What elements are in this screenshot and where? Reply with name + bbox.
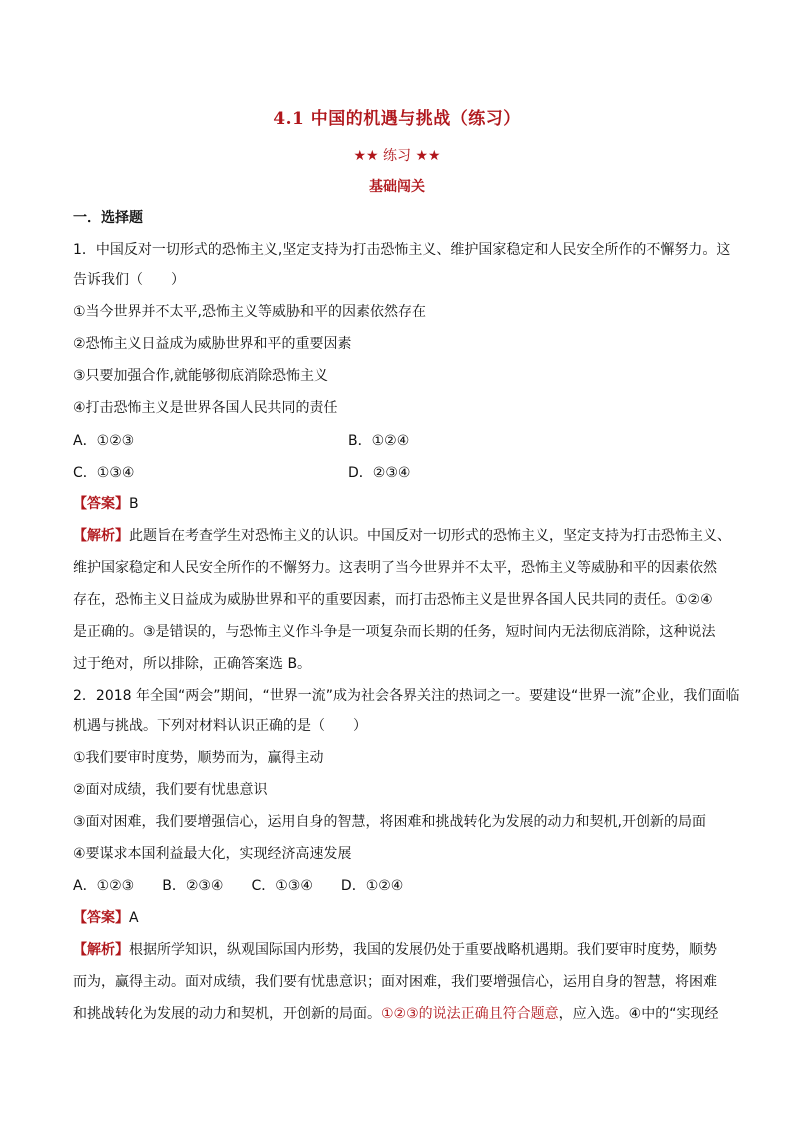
q1-answer xyxy=(73,494,139,514)
q1-stem-line1: 1．中国反对一切形式的恐怖主义,坚定支持为打击恐怖主义、维护国家稳定和人民安全所作的不懈努力。这 xyxy=(73,242,731,258)
q2-highlight: ①②③的说法正确且符合题意 xyxy=(381,1006,559,1022)
q2-analysis-label: 【解析】 xyxy=(73,942,129,958)
q2-analysis-line3: 和挑战转化为发展的动力和契机，开创新的局面。①②③的说法正确且符合题意，应入选。④中的“实现经 xyxy=(73,1006,719,1022)
q1-analysis-line3: 存在，恐怖主义日益成为威胁世界和平的重要因素，而打击恐怖主义是世界各国人民共同的责任。①②④ xyxy=(73,592,713,608)
q1-item-2: ②恐怖主义日益成为威胁世界和平的重要因素 xyxy=(73,336,352,352)
q2-item-4: ④要谋求本国利益最大化，实现经济高速发展 xyxy=(73,846,352,862)
q1-answer-label: 【答案】 xyxy=(73,496,129,512)
page-title: 4.1 中国的机遇与挑战（练习） xyxy=(273,109,521,129)
q1-option-d: D．②③④ xyxy=(348,465,411,481)
q1-analysis-line5: 过于绝对，所以排除，正确答案选 B。 xyxy=(73,656,312,672)
section-heading: 基础闯关 xyxy=(369,179,425,195)
q1-answer-value: B xyxy=(129,496,139,512)
q2-options: A．①②③ B．②③④ C．①③④ D．①②④ xyxy=(73,878,404,894)
q1-item-4: ④打击恐怖主义是世界各国人民共同的责任 xyxy=(73,400,338,416)
q1-item-3: ③只要加强合作,就能够彻底消除恐怖主义 xyxy=(73,368,328,384)
q2-answer-label: 【答案】 xyxy=(73,910,129,926)
q2-answer xyxy=(73,908,139,928)
q1-analysis-label: 【解析】 xyxy=(73,528,129,544)
q2-stem-line2: 机遇与挑战。下列对材料认识正确的是（ ） xyxy=(73,718,367,734)
q2-analysis-line2: 而为，赢得主动。面对成绩，我们要有忧患意识；面对困难，我们要增强信心，运用自身的智慧，将困难 xyxy=(73,974,717,990)
page-subtitle: ★★ 练习 ★★ xyxy=(353,148,441,164)
q1-analysis-line4: 是正确的。③是错误的，与恐怖主义作斗争是一项复杂而长期的任务，短时间内无法彻底消除，这种说法 xyxy=(73,624,716,640)
q1-option-a: A．①②③ xyxy=(73,433,135,449)
q2-item-1: ①我们要审时度势，顺势而为，赢得主动 xyxy=(73,750,324,766)
q1-item-1: ①当今世界并不太平,恐怖主义等威胁和平的因素依然存在 xyxy=(73,304,426,320)
q2-analysis-line1: 【解析】根据所学知识，纵观国际国内形势，我国的发展仍处于重要战略机遇期。我们要审时度势，顺势 xyxy=(73,942,717,958)
q1-option-c: C．①③④ xyxy=(73,465,135,481)
q2-item-2: ②面对成绩，我们要有忧患意识 xyxy=(73,782,268,798)
q1-option-b: B．①②④ xyxy=(348,433,410,449)
q1-stem-line2: 告诉我们（ ） xyxy=(73,272,185,288)
part-heading: 一．选择题 xyxy=(73,210,143,226)
q2-answer-value: A xyxy=(129,910,139,926)
q2-stem-line1: 2．2018 年全国“两会”期间，“世界一流”成为社会各界关注的热词之一。要建设“世界一流”企业，我们面临 xyxy=(73,688,740,704)
q1-analysis-line1: 【解析】此题旨在考查学生对恐怖主义的认识。中国反对一切形式的恐怖主义，坚定支持为打击恐怖主义、 xyxy=(73,528,731,544)
q1-analysis-line2: 维护国家稳定和人民安全所作的不懈努力。这表明了当今世界并不太平，恐怖主义等威胁和平的因素依然 xyxy=(73,560,717,576)
q2-item-3: ③面对困难，我们要增强信心，运用自身的智慧，将困难和挑战转化为发展的动力和契机,开创新的局面 xyxy=(73,814,706,830)
